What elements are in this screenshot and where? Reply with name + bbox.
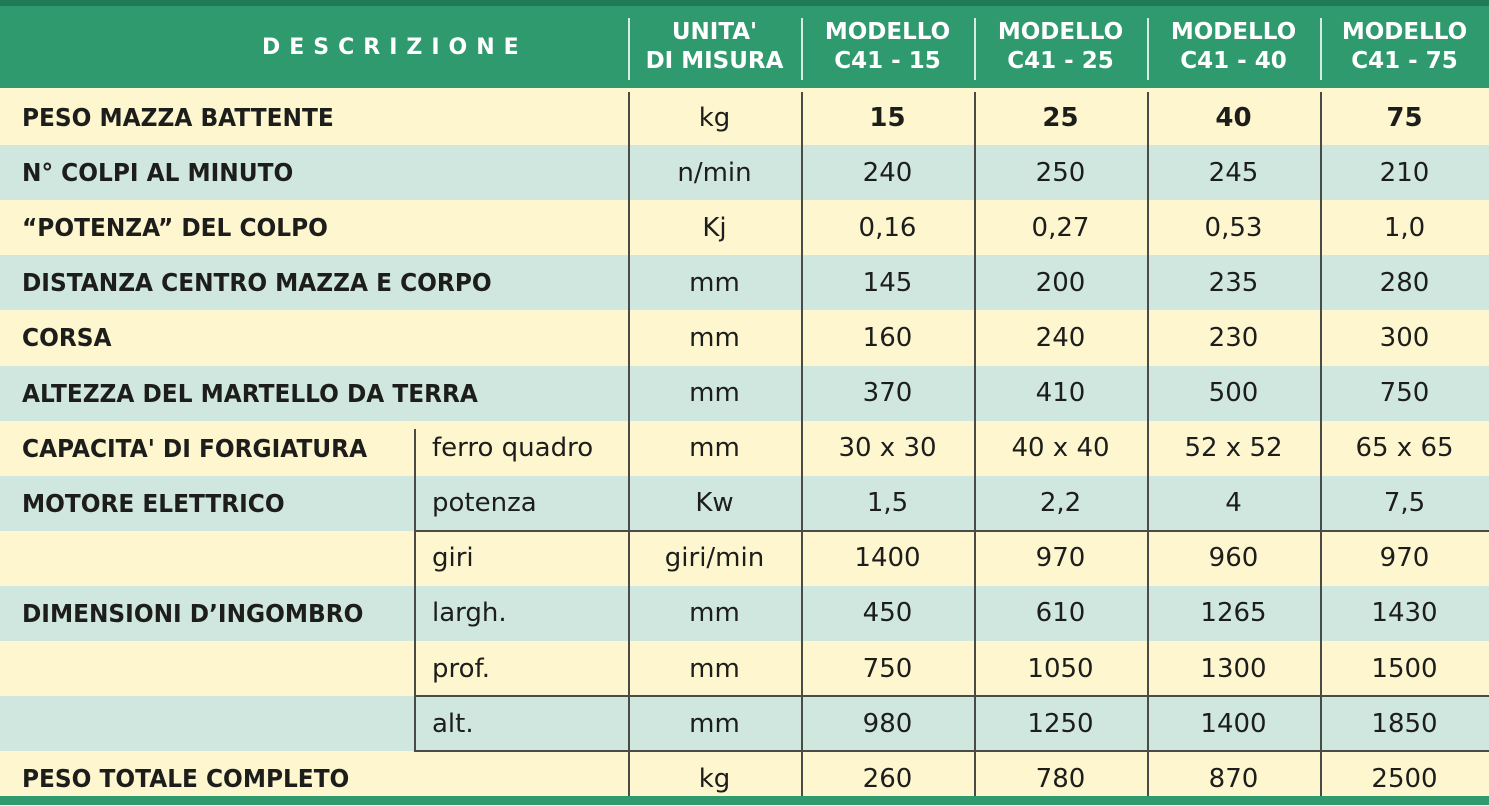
column-divider [974, 92, 976, 796]
row-description: DISTANZA CENTRO MAZZA E CORPO [22, 268, 492, 298]
table-row [0, 200, 1489, 255]
table-row [0, 90, 1489, 145]
table-header [0, 0, 1489, 88]
row-value-model-3: 40 [1215, 102, 1252, 133]
table-row [0, 531, 1489, 586]
row-subdescription: giri [432, 543, 474, 574]
row-description: ALTEZZA DEL MARTELLO DA TERRA [22, 378, 478, 408]
row-value-model-3: 1265 [1200, 598, 1267, 629]
column-divider [628, 92, 630, 796]
row-value-model-1: 450 [862, 598, 913, 629]
table-row [0, 641, 1489, 696]
row-description: “POTENZA” DEL COLPO [22, 213, 328, 243]
row-value-model-4: 750 [1379, 378, 1430, 408]
row-unit: giri/min [664, 543, 765, 574]
row-value-model-4: 1850 [1371, 708, 1438, 739]
row-value-model-3: 230 [1208, 322, 1259, 353]
row-unit: mm [689, 378, 740, 408]
bottom-bar [0, 796, 1489, 805]
row-subdescription: largh. [432, 598, 507, 629]
row-value-model-4: 2500 [1371, 763, 1438, 794]
row-value-model-1: 240 [862, 157, 913, 188]
row-description: PESO TOTALE COMPLETO [22, 764, 350, 794]
header-description: DESCRIZIONE [262, 34, 528, 60]
row-value-model-3: 960 [1208, 543, 1259, 574]
table-row [0, 696, 1489, 751]
row-unit: mm [689, 322, 740, 353]
row-value-model-2: 610 [1035, 598, 1086, 629]
table-row [0, 366, 1489, 421]
row-value-model-4: 1430 [1371, 598, 1438, 629]
row-value-model-4: 210 [1379, 157, 1430, 188]
header-model-c41-25: MODELLO C41 - 25 [997, 19, 1124, 74]
column-divider [1320, 92, 1322, 796]
row-value-model-2: 200 [1035, 267, 1086, 298]
row-value-model-2: 1050 [1027, 653, 1094, 684]
table-row [0, 145, 1489, 200]
row-value-model-4: 65 x 65 [1355, 433, 1454, 464]
row-value-model-2: 780 [1035, 763, 1086, 794]
row-value-model-1: 15 [869, 102, 906, 133]
row-value-model-1: 750 [862, 653, 913, 684]
row-description: CAPACITA' DI FORGIATURA [22, 433, 368, 463]
row-unit: mm [689, 433, 740, 464]
row-value-model-4: 970 [1379, 543, 1430, 574]
row-divider [414, 530, 1489, 532]
row-value-model-2: 240 [1035, 322, 1086, 353]
row-subdescription: alt. [432, 708, 474, 739]
row-value-model-1: 260 [862, 763, 913, 794]
row-divider [414, 695, 1489, 697]
column-divider [1147, 92, 1149, 796]
row-value-model-3: 1300 [1200, 653, 1267, 684]
row-unit: kg [698, 102, 731, 133]
header-model-c41-15: MODELLO C41 - 15 [824, 19, 951, 74]
row-value-model-1: 370 [862, 378, 913, 408]
row-value-model-1: 1400 [854, 543, 921, 574]
row-description: PESO MAZZA BATTENTE [22, 103, 334, 132]
table-row [0, 586, 1489, 641]
row-unit: Kw [695, 488, 734, 519]
row-value-model-3: 245 [1208, 157, 1259, 188]
row-description: DIMENSIONI D’INGOMBRO [22, 598, 364, 628]
row-value-model-3: 4 [1225, 488, 1242, 519]
row-unit: kg [698, 763, 731, 794]
row-value-model-1: 0,16 [858, 212, 917, 243]
header-model-c41-75: MODELLO C41 - 75 [1341, 19, 1468, 74]
column-divider [414, 429, 416, 752]
row-unit: mm [689, 653, 740, 684]
row-value-model-4: 1500 [1371, 653, 1438, 684]
row-subdescription: ferro quadro [432, 433, 594, 464]
row-value-model-3: 500 [1208, 378, 1259, 408]
row-description: CORSA [22, 323, 112, 353]
row-subdescription: prof. [432, 653, 491, 684]
row-value-model-2: 410 [1035, 378, 1086, 408]
row-unit: mm [689, 267, 740, 298]
table-row [0, 421, 1489, 476]
row-value-model-1: 1,5 [866, 488, 909, 519]
row-value-model-3: 1400 [1200, 708, 1267, 739]
row-description: N° COLPI AL MINUTO [22, 158, 294, 188]
row-value-model-2: 2,2 [1039, 488, 1082, 519]
row-value-model-1: 980 [862, 708, 913, 739]
row-value-model-2: 25 [1042, 102, 1079, 133]
row-unit: Kj [702, 212, 727, 243]
header-unit: UNITA' DI MISURA [645, 19, 784, 74]
row-value-model-2: 1250 [1027, 708, 1094, 739]
row-value-model-4: 75 [1386, 102, 1423, 133]
header-model-c41-40: MODELLO C41 - 40 [1170, 19, 1297, 74]
row-value-model-3: 235 [1208, 267, 1259, 298]
table-row [0, 255, 1489, 310]
row-unit: mm [689, 598, 740, 629]
row-value-model-1: 145 [862, 267, 913, 298]
row-value-model-3: 52 x 52 [1184, 433, 1283, 464]
row-divider [414, 750, 1489, 752]
row-value-model-2: 250 [1035, 157, 1086, 188]
row-value-model-4: 280 [1379, 267, 1430, 298]
table-row [0, 476, 1489, 531]
table-row [0, 310, 1489, 365]
row-description: MOTORE ELETTRICO [22, 488, 285, 518]
row-value-model-4: 300 [1379, 322, 1430, 353]
column-divider [801, 92, 803, 796]
row-value-model-4: 7,5 [1383, 488, 1426, 519]
row-value-model-1: 30 x 30 [838, 433, 937, 464]
row-unit: mm [689, 708, 740, 739]
row-subdescription: potenza [432, 488, 537, 519]
row-value-model-1: 160 [862, 322, 913, 353]
row-value-model-3: 0,53 [1204, 212, 1263, 243]
row-value-model-2: 0,27 [1031, 212, 1090, 243]
row-value-model-2: 40 x 40 [1011, 433, 1110, 464]
row-value-model-3: 870 [1208, 763, 1259, 794]
row-unit: n/min [677, 157, 752, 188]
row-value-model-4: 1,0 [1383, 212, 1426, 243]
row-value-model-2: 970 [1035, 543, 1086, 574]
